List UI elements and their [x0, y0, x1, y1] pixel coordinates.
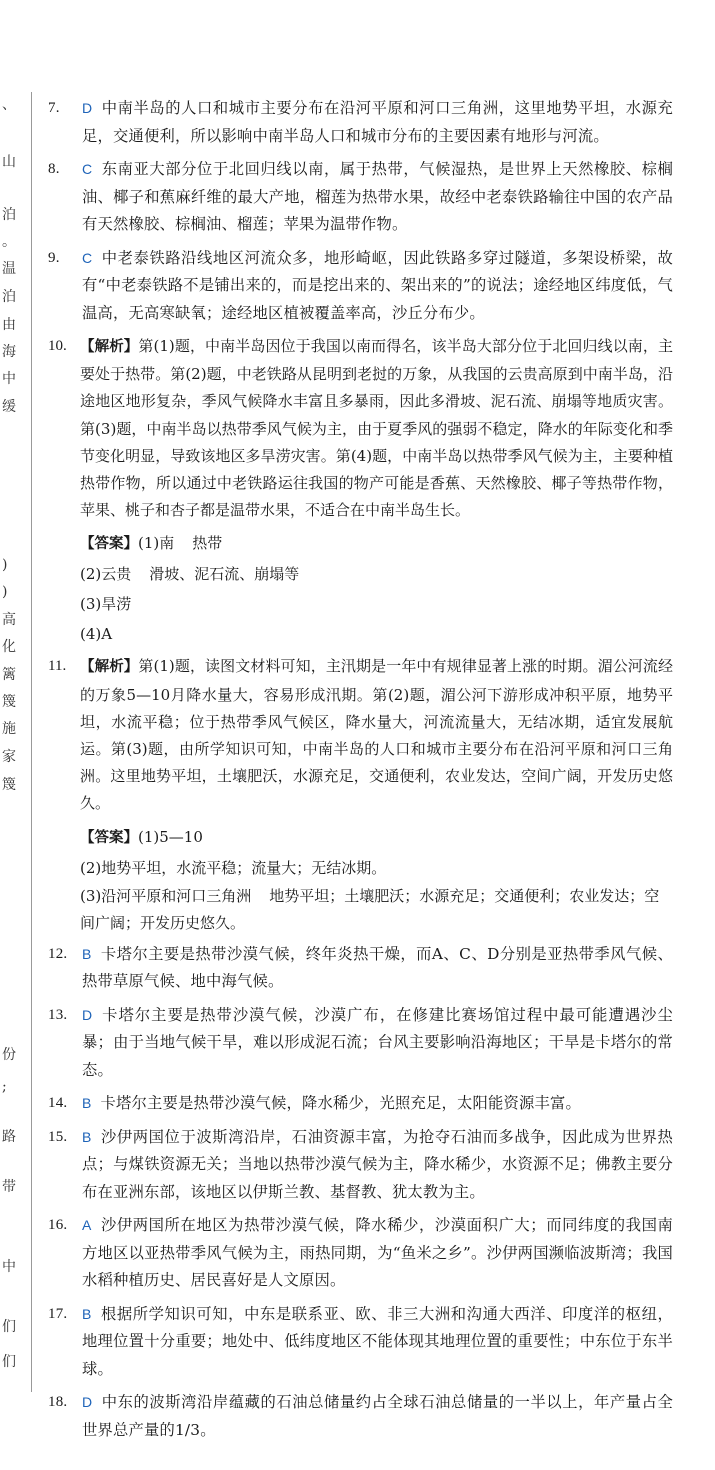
question-number: 11.: [48, 658, 67, 675]
question-10-analysis: [48, 333, 673, 524]
margin-char: ): [2, 584, 8, 600]
explanation-text: 中东的波斯湾沿岸蕴藏的石油总储量约占全球石油总储量的一半以上，年产量占全世界总产量的1/3。: [82, 1393, 673, 1439]
answer-part: 热带: [192, 534, 223, 553]
margin-char: 海: [2, 344, 16, 360]
answer-line: [80, 853, 673, 883]
explanation-text: 根据所学知识可知，中东是联系亚、欧、非三大洲和沟通大西洋、印度洋的枢纽，地理位置十分重要；地处中、低纬度地区不能体现其地理位置的重要性；中东位于东半球。: [82, 1304, 673, 1378]
answer-letter: D: [82, 100, 93, 116]
analysis-tag: 【解析】: [80, 659, 139, 676]
analysis-text: 第(1)题，中南半岛因位于我国以南而得名，该半岛大部分位于北回归线以南，主要处于热带。第(2)题，中老铁路从昆明到老挝的万象，从我国的云贵高原到中南半岛，沿途地区地形复杂，季风气候降水丰富且多暴雨，因此多滑坡、泥石流、崩塌等地质灾害。第(3)题，中南半岛以热带季风气候为主，由于夏季风的强弱不稳定，降水的年际变化和季节变化明显，导致该地区多旱涝灾害。第(4)题，中南半岛以热带季风气候为主，主要种植热带作物，所以通过中老铁路运往我国的物产可能是香蕉、天然橡胶、椰子等热带作物，苹果、桃子和杏子都是温带水果，不适合在中南半岛生长。: [80, 337, 673, 520]
answer-line: [80, 589, 673, 619]
question-14: [48, 1090, 673, 1118]
margin-char: ;: [2, 1079, 7, 1095]
margin-char: 篱: [2, 667, 16, 683]
answer-part: (2)云贵: [80, 565, 132, 584]
question-16: [48, 1212, 673, 1295]
explanation-text: 卡塔尔主要是热带沙漠气候，降水稀少，光照充足，太阳能资源丰富。: [100, 1094, 581, 1113]
answer-part: 地势平坦；土壤肥沃；水源充足；交通便利；农业发达；空间广阔；开发历史悠久。: [80, 886, 660, 932]
answer-tag: 【答案】: [80, 829, 138, 846]
margin-char: 篾: [2, 777, 16, 793]
answer-part: (3)旱涝: [80, 595, 132, 614]
explanation-text: 沙伊两国位于波斯湾沿岸，石油资源丰富，为抢夺石油而多战争，因此成为世界热点；与煤铁资源无关；当地以热带沙漠气候为主，降水稀少，水资源不足；佛教主要分布在亚洲东部，该地区以伊斯兰教、基督教、犹太教为主。: [82, 1127, 673, 1201]
question-number: 18.: [48, 1394, 68, 1411]
question-7: [48, 95, 673, 150]
left-margin-cropped-text: [0, 80, 22, 1400]
answer-letter: A: [82, 1217, 92, 1234]
margin-char: 中: [2, 1259, 16, 1275]
margin-char: 路: [2, 1129, 16, 1145]
analysis-text: 第(1)题，读图文材料可知，主汛期是一年中有规律显著上涨的时期。湄公河流经的万象5—10月降水量大，容易形成汛期。第(2)题，湄公河下游形成冲积平原，地势平坦，水流平稳；位于热带季风气候区，降水量大，河流流量大，无结冰期，适宜发展航运。第(3)题，由所学知识可知，中南半岛的人口和城市主要分布在沿河平原和河口三角洲。这里地势平坦，土壤肥沃，水源充足，交通便利，农业发达，空间广阔，开发历史悠久。: [80, 657, 673, 813]
answer-part: (1)南: [138, 534, 175, 553]
answer-part: (1)5—10: [138, 827, 203, 846]
margin-char: 们: [2, 1354, 16, 1370]
answer-letter: B: [82, 1305, 92, 1322]
explanation-text: 卡塔尔主要是热带沙漠气候，终年炎热干燥，而A、C、D分别是亚热带季风气候、热带草原气候、地中海气候。: [82, 944, 673, 991]
answer-line: [80, 822, 673, 853]
answer-letter: C: [82, 161, 93, 177]
margin-char: 。: [2, 234, 16, 250]
analysis-tag: 【解析】: [80, 339, 139, 355]
question-number: 13.: [48, 1006, 68, 1023]
question-number: 9.: [48, 249, 60, 266]
explanation-text: 中老泰铁路沿线地区河流众多，地形崎岖，因此铁路多穿过隧道，多架设桥梁，故有“中老泰铁路不是铺出来的，而是挖出来的、架出来的”的说法；途经地区纬度低，气温高，无高寒缺氧；途经地区植被覆盖率高，沙丘分布少。: [82, 248, 673, 322]
margin-char: 中: [2, 371, 16, 387]
answer-line: [80, 528, 673, 559]
margin-char: 份: [2, 1047, 16, 1063]
answer-line: [80, 619, 673, 649]
question-12: [48, 941, 673, 996]
margin-char: 施: [2, 721, 16, 737]
margin-char: 由: [2, 317, 16, 333]
answer-part: (4)A: [80, 625, 113, 644]
question-18: [48, 1389, 673, 1444]
answer-line: [80, 559, 673, 589]
margin-char: 、: [2, 97, 16, 113]
answer-letter: B: [82, 1095, 92, 1112]
margin-char: 家: [2, 749, 16, 765]
margin-char: 高: [2, 612, 16, 628]
question-15: [48, 1124, 673, 1207]
question-number: 12.: [48, 945, 68, 962]
answer-line: [80, 883, 673, 937]
answer-letter: D: [82, 1394, 93, 1411]
answer-letter: B: [82, 945, 92, 962]
margin-char: ): [2, 557, 8, 573]
answer-part: (2)地势平坦，水流平稳；流量大；无结冰期。: [80, 858, 387, 877]
question-11-answer: [48, 822, 673, 937]
margin-char: 们: [2, 1319, 16, 1335]
question-11-analysis: [48, 653, 673, 817]
question-number: 14.: [48, 1095, 68, 1112]
margin-char: 带: [2, 1179, 16, 1195]
question-number: 8.: [48, 161, 60, 177]
column-divider: [31, 92, 32, 1392]
margin-char: 泊: [2, 207, 16, 223]
explanation-text: 东南亚大部分位于北回归线以南，属于热带，气候湿热，是世界上天然橡胶、棕榈油、椰子和蕉麻纤维的最大产地，榴莲为热带水果，故经中老泰铁路输往中国的农产品有天然橡胶、棕榈油、榴莲；苹果为温带作物。: [82, 160, 673, 233]
question-number: 7.: [48, 100, 60, 116]
question-10-answer: [48, 528, 673, 649]
question-number: 10.: [48, 338, 67, 354]
question-8: [48, 156, 673, 239]
answer-letter: C: [82, 249, 93, 266]
margin-char: 温: [2, 261, 16, 277]
answer-tag: 【答案】: [80, 536, 138, 553]
question-number: 15.: [48, 1128, 68, 1145]
answer-part: 滑坡、泥石流、崩塌等: [149, 565, 300, 584]
margin-char: 化: [2, 639, 16, 655]
answer-part: (3)沿河平原和河口三角洲: [80, 886, 252, 905]
margin-char: 泊: [2, 289, 16, 305]
margin-char: 缓: [2, 399, 16, 415]
margin-char: 山: [2, 154, 16, 170]
margin-char: 篾: [2, 694, 16, 710]
question-number: 17.: [48, 1305, 68, 1322]
answer-letter: B: [82, 1128, 92, 1145]
question-17: [48, 1301, 673, 1384]
explanation-text: 沙伊两国所在地区为热带沙漠气候，降水稀少，沙漠面积广大；而同纬度的我国南方地区以亚热带季风气候为主，雨热同期，为“鱼米之乡”。沙伊两国濒临波斯湾；我国水稻种植历史、居民喜好是人文原因。: [82, 1216, 673, 1290]
question-9: [48, 245, 673, 328]
question-number: 16.: [48, 1217, 68, 1234]
explanation-text: 中南半岛的人口和城市主要分布在沿河平原和河口三角洲，这里地势平坦，水源充足，交通便利，所以影响中南半岛人口和城市分布的主要因素有地形与河流。: [82, 99, 673, 145]
question-13: [48, 1002, 673, 1085]
answer-content: [48, 95, 673, 1450]
explanation-text: 卡塔尔主要是热带沙漠气候，沙漠广布，在修建比赛场馆过程中最可能遭遇沙尘暴；由于当地气候干旱，难以形成泥石流；台风主要影响沿海地区；干旱是卡塔尔的常态。: [82, 1005, 673, 1079]
answer-letter: D: [82, 1006, 93, 1023]
